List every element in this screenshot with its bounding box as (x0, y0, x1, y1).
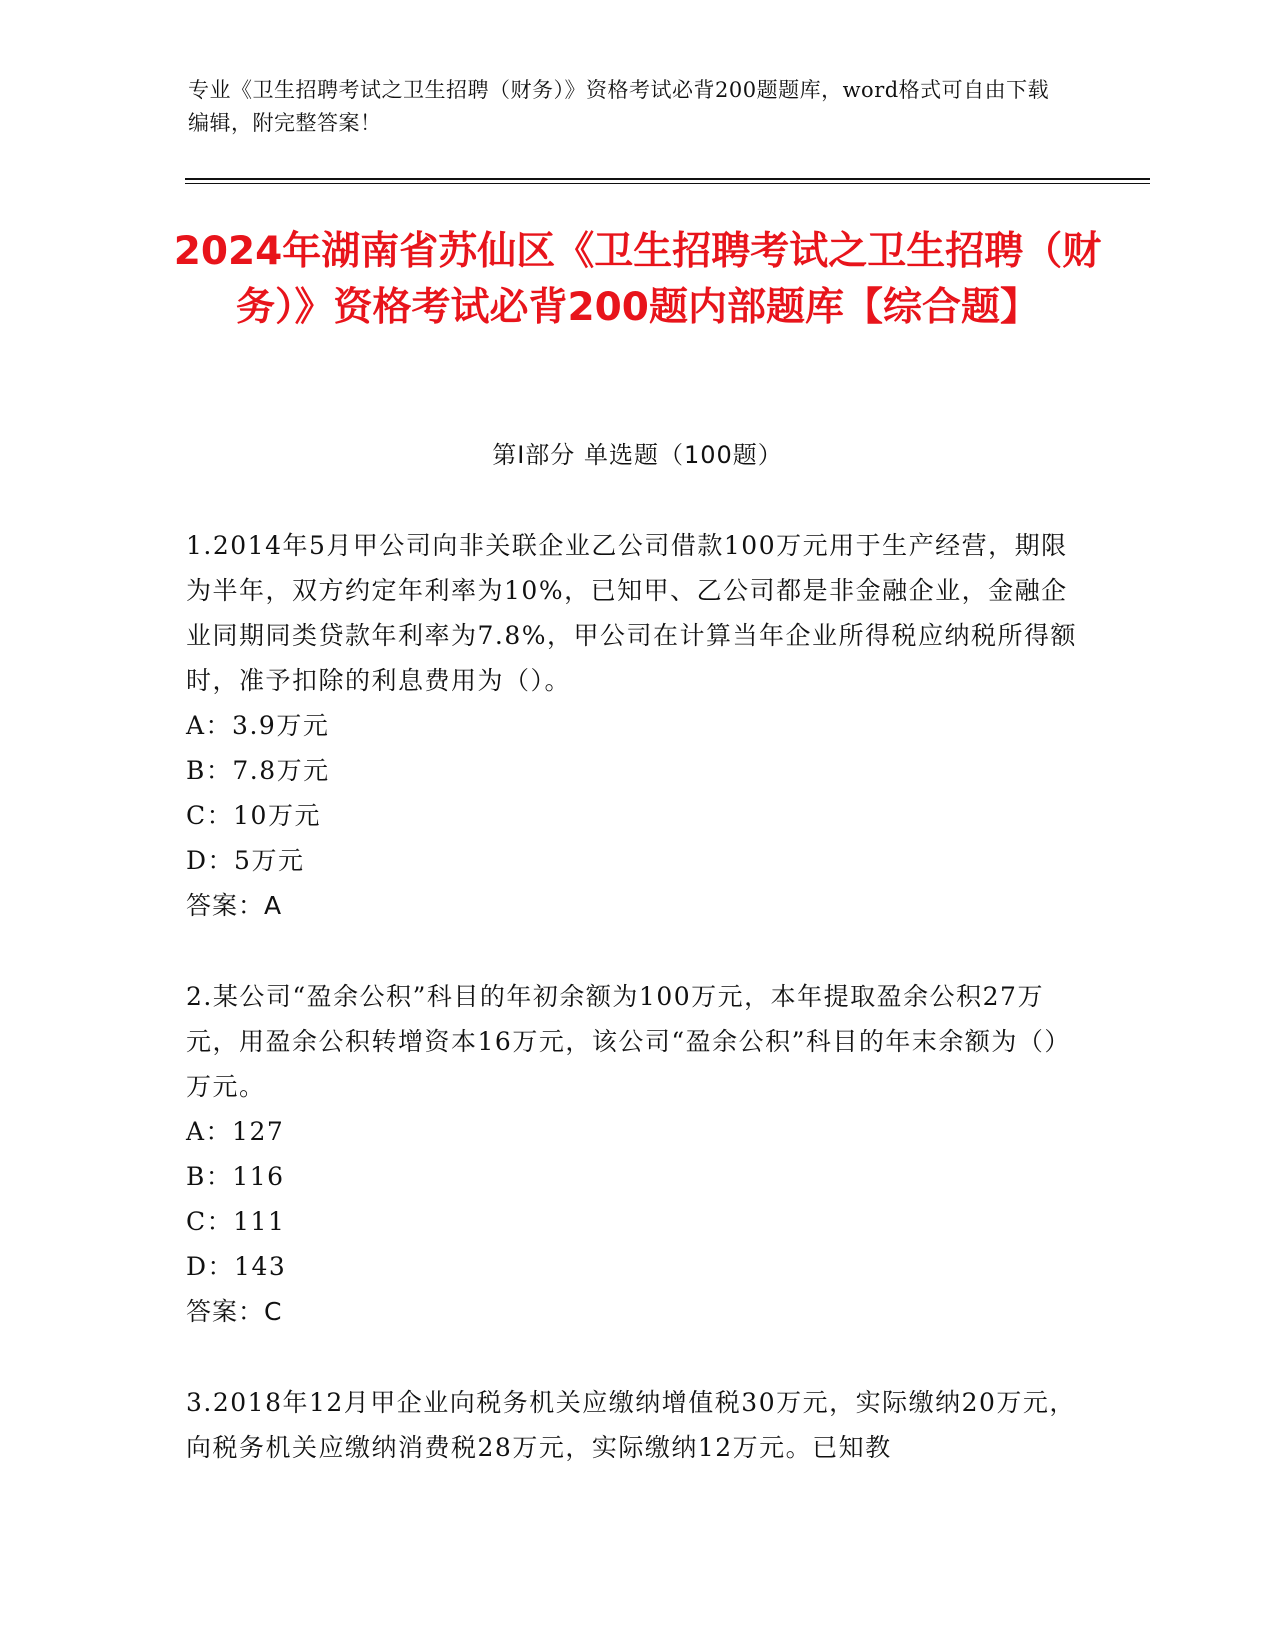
option-c: C：10万元 (186, 801, 321, 830)
question-stem: 3.2018年12月甲企业向税务机关应缴纳增值税30万元，实际缴纳20万元，向税务机关应缴纳消费税28万元，实际缴纳12万元。已知教 (186, 1388, 1076, 1462)
option-d: D：143 (186, 1252, 287, 1281)
option-b: B：7.8万元 (186, 756, 330, 785)
header-divider (185, 178, 1150, 180)
header-divider-thin (185, 183, 1150, 184)
answer-value: C (264, 1297, 283, 1326)
answer-value: A (264, 891, 283, 920)
answer-label: 答案： (186, 891, 265, 920)
option-b: B：116 (186, 1162, 285, 1191)
question-3 (186, 1380, 1086, 1470)
option-a: A：3.9万元 (186, 711, 330, 740)
question-list (186, 523, 1086, 1516)
answer-row (186, 1289, 1086, 1334)
header-note: 专业《卫生招聘考试之卫生招聘（财务）》资格考试必背200题题库，word格式可自由下载编辑，附完整答案！ (188, 78, 1050, 135)
question-2 (186, 974, 1086, 1334)
document-title: 2024年湖南省苏仙区《卫生招聘考试之卫生招聘（财务）》资格考试必背200题内部题库【综合题】 (173, 229, 1102, 330)
answer-label: 答案： (186, 1297, 265, 1326)
question-1 (186, 523, 1086, 928)
question-stem: 2.某公司“盈余公积”科目的年初余额为100万元，本年提取盈余公积27万元，用盈余公积转增资本16万元，该公司“盈余公积”科目的年末余额为（）万元。 (186, 982, 1071, 1101)
answer-row (186, 883, 1086, 928)
section-heading: 第I部分 单选题（100题） (492, 441, 783, 469)
option-d: D：5万元 (186, 846, 305, 875)
question-stem: 1.2014年5月甲公司向非关联企业乙公司借款100万元用于生产经营，期限为半年，双方约定年利率为10%，已知甲、乙公司都是非金融企业，金融企业同期同类贷款年利率为7.8%，甲公司在计算当年企业所得税应纳税所得额时，准予扣除的利息费用为（）。 (186, 531, 1078, 695)
option-c: C：111 (186, 1207, 286, 1236)
option-a: A：127 (186, 1117, 285, 1146)
